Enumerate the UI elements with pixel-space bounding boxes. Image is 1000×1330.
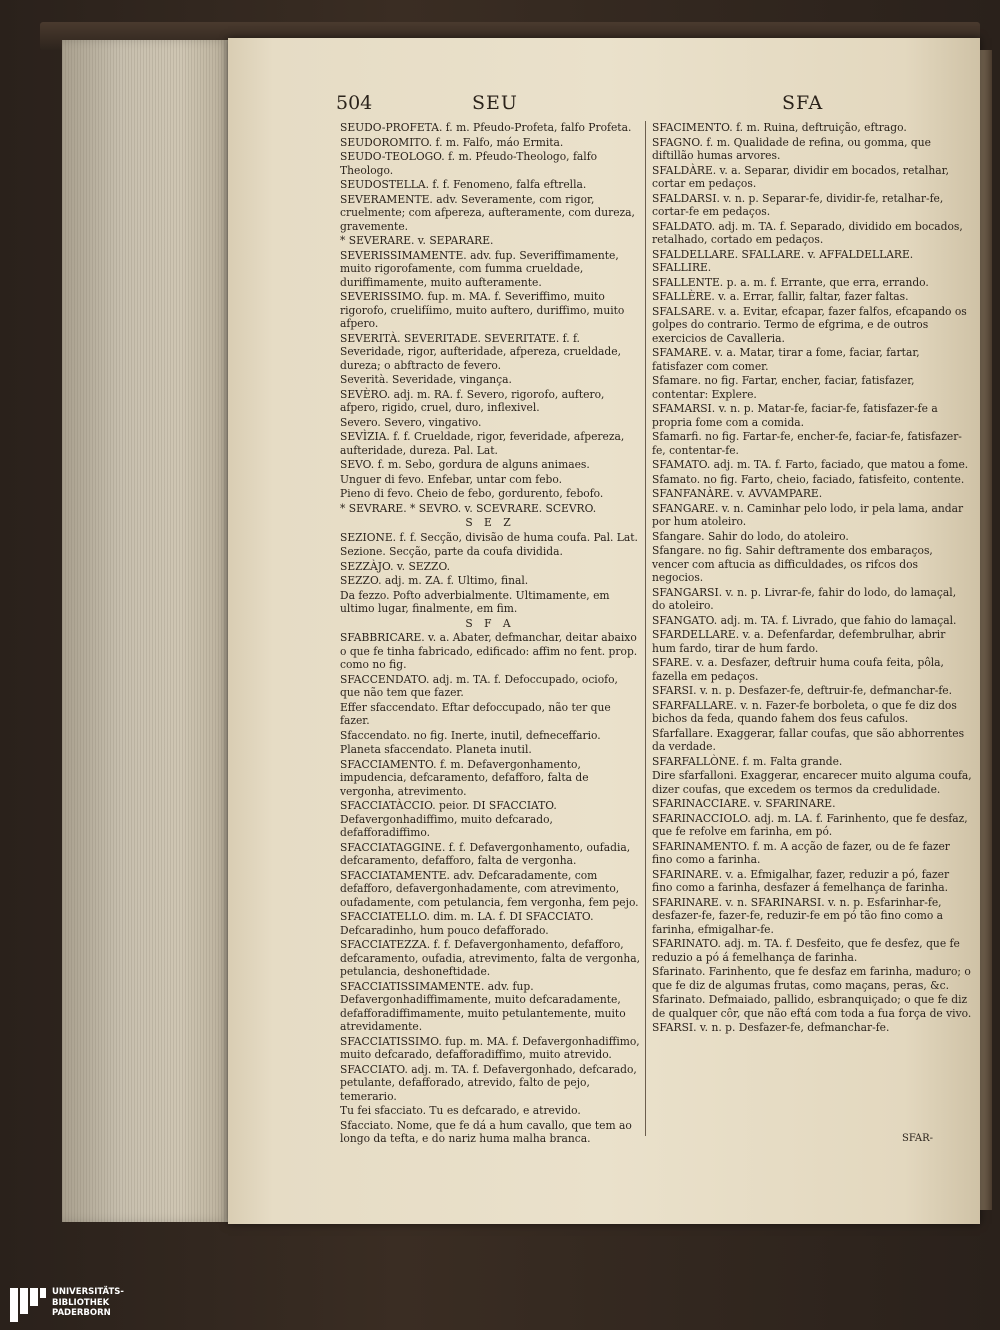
dictionary-entry: SFAMATO. adj. m. TA. f. Farto, faciado, que matou a fome. [652, 458, 969, 471]
page-right-edge [978, 50, 992, 1210]
dictionary-entry: SFAGNO. f. m. Qualidade de refina, ou gomma, que diftillão humas arvores. [652, 135, 931, 162]
dictionary-entry: Sfarinato. Defmaiado, pallido, esbranquiçado; o que fe diz de qualquer côr, que não eftá com toda a fua força de vivo. [652, 993, 972, 1020]
dictionary-entry: SEVERISSIMO. fup. m. MA. f. Severiffimo, muito rigorofo, cruelifíimo, muito auftero, duriffimo, muito afpero. [340, 290, 625, 330]
left-guide-word: SEU [472, 92, 518, 114]
dictionary-entry: SFACCENDATO. adj. m. TA. f. Defoccupado, ociofo, que não tem que fazer. [340, 672, 618, 699]
library-name-line-1: UNIVERSITÄTS- [52, 1287, 124, 1297]
dictionary-entry: SFARINARE. v. n. SFARINARSI. v. n. p. Esfarinhar-fe, desfazer-fe, fazer-fe, reduzir-fe em pó tão fino como a farinha, efmigalhar-fe. [652, 895, 944, 936]
dictionary-entry: Sfaccendato. no fig. Inerte, inutil, defneceffario. [340, 728, 601, 742]
dictionary-entry: SFALDARSI. v. n. p. Separar-fe, dividir-fe, retalhar-fe, cortar-fe em pedaços. [652, 191, 944, 218]
dictionary-entry: Da fezzo. Pofto adverbialmente. Ultimamente, em ultimo lugar, finalmente, em fim. [340, 588, 610, 615]
dictionary-entry: SFACCIATISSIMAMENTE. adv. fup. Defavergonhadiffimamente, muito defcaradamente, defafforadiffimamente, muito petulantemente, muito atrevidamente. [340, 979, 626, 1033]
dictionary-entry: Severità. Severidade, vingança. [340, 373, 512, 386]
dictionary-entry: Sfamare. no fig. Fartar, encher, faciar, fatisfazer, contentar: Explere. [652, 374, 915, 401]
right-entries-group [652, 121, 972, 1035]
dictionary-entry: Sfamato. no fig. Farto, cheio, faciado, fatisfeito, contente. [652, 472, 965, 486]
dictionary-entry: SEVÈRO. adj. m. RA. f. Severo, rigorofo, auftero, afpero, rigido, cruel, duro, inflexivel. [340, 387, 605, 414]
library-name-line-3: PADERBORN [52, 1308, 111, 1318]
dictionary-entry: * SEVRARE. * SEVRO. v. SCEVRARE. SCEVRO. [340, 501, 597, 515]
section-heading-sez: S E Z [465, 516, 515, 529]
page-edges [62, 40, 232, 1222]
left-entries-group-2 [340, 531, 640, 616]
catchword: SFAR- [902, 1133, 934, 1144]
dictionary-entry: SEUDO-TEOLOGO. f. m. Pfeudo-Theologo, falfo Theologo. [340, 150, 598, 177]
dictionary-entry: SFACCIATAMENTE. adv. Defcaradamente, com defafforo, defavergonhadamente, com atrevimento, oufadamente, com petulancia, fem vergonha, fem pejo. [340, 868, 639, 909]
dictionary-entry: SFACIMENTO. f. m. Ruina, deftruição, eftrago. [652, 121, 907, 134]
dictionary-entry: Planeta sfaccendato. Planeta inutil. [340, 743, 532, 756]
dictionary-entry: SFALDÀRE. v. a. Separar, dividir em bocados, retalhar, cortar em pedaços. [652, 163, 949, 190]
dictionary-entry: SEZZO. adj. m. ZA. f. Ultimo, final. [340, 574, 529, 587]
dictionary-entry: SEZIONE. f. f. Secção, divisão de huma coufa. Pal. Lat. [340, 530, 638, 544]
dictionary-entry: * SEVERARE. v. SEPARARE. [340, 234, 494, 247]
dictionary-entry: Dire sfarfalloni. Exaggerar, encarecer muito alguma coufa, dizer coufas, que excedem os termos da credulidade. [652, 769, 972, 796]
left-entries-group-3 [340, 631, 640, 1146]
right-guide-word: SFA [782, 92, 824, 114]
dictionary-entry: SFACCIATÀCCIO. peior. DI SFACCIATO. Defavergonhadiffimo, muito defcarado, defafforadiffimo. [340, 799, 557, 839]
dictionary-entry: SFANGARE. v. n. Caminhar pelo lodo, ir pela lama, andar por hum atoleiro. [652, 501, 964, 528]
left-column [340, 121, 640, 1147]
dictionary-entry: SFALDATO. adj. m. TA. f. Separado, dividido em bocados, retalhado, cortado em pedaços. [652, 219, 963, 246]
dictionary-entry: Sfangare. no fig. Sahir deftramente dos embaraços, vencer com aftucia as difficuldades, os rifcos dos negocios. [652, 544, 933, 584]
section-heading-sfa: S F A [465, 616, 515, 630]
dictionary-entry: SEUDO-PROFETA. f. m. Pfeudo-Profeta, falfo Profeta. [340, 121, 632, 134]
dictionary-entry: Tu fei sfacciato. Tu es defcarado, e atrevido. [340, 1104, 581, 1117]
dictionary-entry: Sfarinato. Farinhento, que fe desfaz em farinha, maduro; o que fe diz de algumas frutas, como maçans, peras, &c. [652, 965, 971, 992]
dictionary-entry: SFABBRICARE. v. a. Abater, defmanchar, deitar abaixo o que fe tinha fabricado, edificado: affim no fent. prop. como no fig. [340, 631, 638, 671]
dictionary-entry: Sezione. Secção, parte da coufa dividida. [340, 545, 563, 558]
dictionary-entry: SFAMARSI. v. n. p. Matar-fe, faciar-fe, fatisfazer-fe a propria fome com a comida. [652, 402, 938, 429]
dictionary-entry: SFALDELLARE. SFALLARE. v. AFFALDELLARE. SFALLIRE. [652, 247, 914, 274]
dictionary-entry: SFALSARE. v. a. Evitar, efcapar, fazer falfos, efcapando os golpes do contrario. Termo de efgrima, e de outros exercicios de Cavalleria. [652, 304, 967, 345]
dictionary-entry: SEZZÀJO. v. SEZZO. [340, 559, 450, 573]
dictionary-entry: SFANGARSI. v. n. p. Livrar-fe, fahir do lodo, do lamaçal, do atoleiro. [652, 585, 957, 612]
library-logo [0, 1280, 140, 1330]
column-divider [645, 121, 646, 1136]
library-name [52, 1287, 124, 1319]
dictionary-entry: SFARDELLARE. v. a. Defenfardar, defembrulhar, abrir hum fardo, tirar de hum fardo. [652, 628, 946, 655]
dictionary-entry: SFACCIATELLO. dim. m. LA. f. DI SFACCIATO. Defcaradinho, hum pouco defafforado. [340, 910, 594, 937]
dictionary-entry: SEUDOROMITO. f. m. Falfo, máo Ermita. [340, 135, 564, 149]
dictionary-entry: SFANFANÀRE. v. AVVAMPARE. [652, 487, 823, 500]
dictionary-entry: SFALLÈRE. v. a. Errar, fallir, faltar, fazer faltas. [652, 290, 909, 303]
dictionary-entry: SFARINACCIARE. v. SFARINARE. [652, 797, 836, 810]
dictionary-entry: Unguer di fevo. Enfebar, untar com febo. [340, 472, 563, 486]
dictionary-entry: SFARSI. v. n. p. Desfazer-fe, deftruir-fe, defmanchar-fe. [652, 684, 953, 697]
dictionary-entry: SFANGATO. adj. m. TA. f. Livrado, que fahio do lamaçal. [652, 613, 957, 627]
page-number: 504 [336, 92, 373, 114]
right-column [652, 121, 972, 1036]
dictionary-entry: Sfamarfi. no fig. Fartar-fe, encher-fe, faciar-fe, fatisfazer-fe, contentar-fe. [652, 430, 962, 457]
dictionary-entry: SEVERAMENTE. adv. Severamente, com rigor, cruelmente; com afpereza, aufteramente, com dureza, gravemente. [340, 192, 635, 233]
dictionary-entry: SFARSI. v. n. p. Desfazer-fe, defmanchar-fe. [652, 1021, 890, 1034]
dictionary-entry: SFACCIATISSIMO. fup. m. MA. f. Defavergonhadiffimo, muito defcarado, defafforadiffimo, muito atrevido. [340, 1034, 640, 1061]
dictionary-entry: SFACCIATEZZA. f. f. Defavergonhamento, defafforo, defcaramento, oufadia, atrevimento, falta de vergonha, petulancia, deshoneftidade. [340, 938, 640, 978]
dictionary-entry: SFARFALLARE. v. n. Fazer-fe borboleta, o que fe diz dos bichos da feda, quando fahem dos feus cafulos. [652, 698, 957, 725]
dictionary-entry: SEVÌZIA. f. f. Crueldade, rigor, feveridade, afpereza, aufteridade, dureza. Pal. Lat. [340, 430, 625, 457]
dictionary-entry: SEVERISSIMAMENTE. adv. fup. Severiffimamente, muito rigorofamente, com fumma crueldade, duriffimamente, muito aufteramente. [340, 248, 619, 289]
dictionary-entry: Sfarfallare. Exaggerar, fallar coufas, que são abhorrentes da verdade. [652, 726, 965, 753]
dictionary-entry: SFAMARE. v. a. Matar, tirar a fome, faciar, fartar, fatisfazer com comer. [652, 346, 920, 373]
library-emblem-icon [10, 1288, 46, 1322]
dictionary-entry: SEVO. f. m. Sebo, gordura de alguns animaes. [340, 458, 590, 471]
dictionary-entry: SFACCIAMENTO. f. m. Defavergonhamento, impudencia, defcaramento, defafforo, falta de vergonha, atrevimento. [340, 757, 589, 798]
dictionary-entry: SFARE. v. a. Desfazer, deftruir huma coufa feita, pôla, fazella em pedaços. [652, 656, 944, 683]
dictionary-entry: SFALLENTE. p. a. m. f. Errante, que erra, errando. [652, 275, 929, 289]
dictionary-entry: Effer sfaccendato. Eftar defoccupado, não ter que fazer. [340, 700, 611, 727]
dictionary-entry: SFACCIATAGGINE. f. f. Defavergonhamento, oufadia, defcaramento, defafforo, falta de vergonha. [340, 840, 631, 867]
dictionary-entry: SFARINATO. adj. m. TA. f. Desfeito, que fe desfez, que fe reduzio a pó á femelhança de farinha. [652, 937, 960, 964]
left-entries-group-1 [340, 121, 640, 515]
dictionary-entry: SFARINARE. v. a. Efmigalhar, fazer, reduzir a pó, fazer fino como a farinha, desfazer á femelhança de farinha. [652, 867, 950, 894]
dictionary-entry: Severo. Severo, vingativo. [340, 415, 482, 429]
dictionary-entry: Sfangare. Sahir do lodo, do atoleiro. [652, 529, 849, 543]
dictionary-entry: Sfacciato. Nome, que fe dá a hum cavallo, que tem ao longo da tefta, e do nariz huma malha branca. [340, 1118, 632, 1145]
dictionary-entry: SEVERITÀ. SEVERITADE. SEVERITATE. f. f. Severidade, rigor, aufteridade, afpereza, crueldade, dureza; o abftracto de fevero. [340, 331, 621, 372]
library-name-line-2: BIBLIOTHEK [52, 1297, 110, 1308]
dictionary-entry: SFARINAMENTO. f. m. A acção de fazer, ou de fe fazer fino como a farinha. [652, 839, 950, 866]
dictionary-entry: SFARFALLÒNE. f. m. Falta grande. [652, 754, 843, 768]
dictionary-entry: SFARINACCIOLO. adj. m. LA. f. Farinhento, que fe desfaz, que fe refolve em farinha, em pó. [652, 811, 968, 838]
dictionary-entry: SEUDOSTELLA. f. f. Fenomeno, falfa eftrella. [340, 178, 587, 191]
dictionary-entry: Pieno di fevo. Cheio de febo, gordurento, febofo. [340, 487, 604, 500]
dictionary-entry: SFACCIATO. adj. m. TA. f. Defavergonhado, defcarado, petulante, defafforado, atrevido, falto de pejo, temerario. [340, 1062, 637, 1103]
